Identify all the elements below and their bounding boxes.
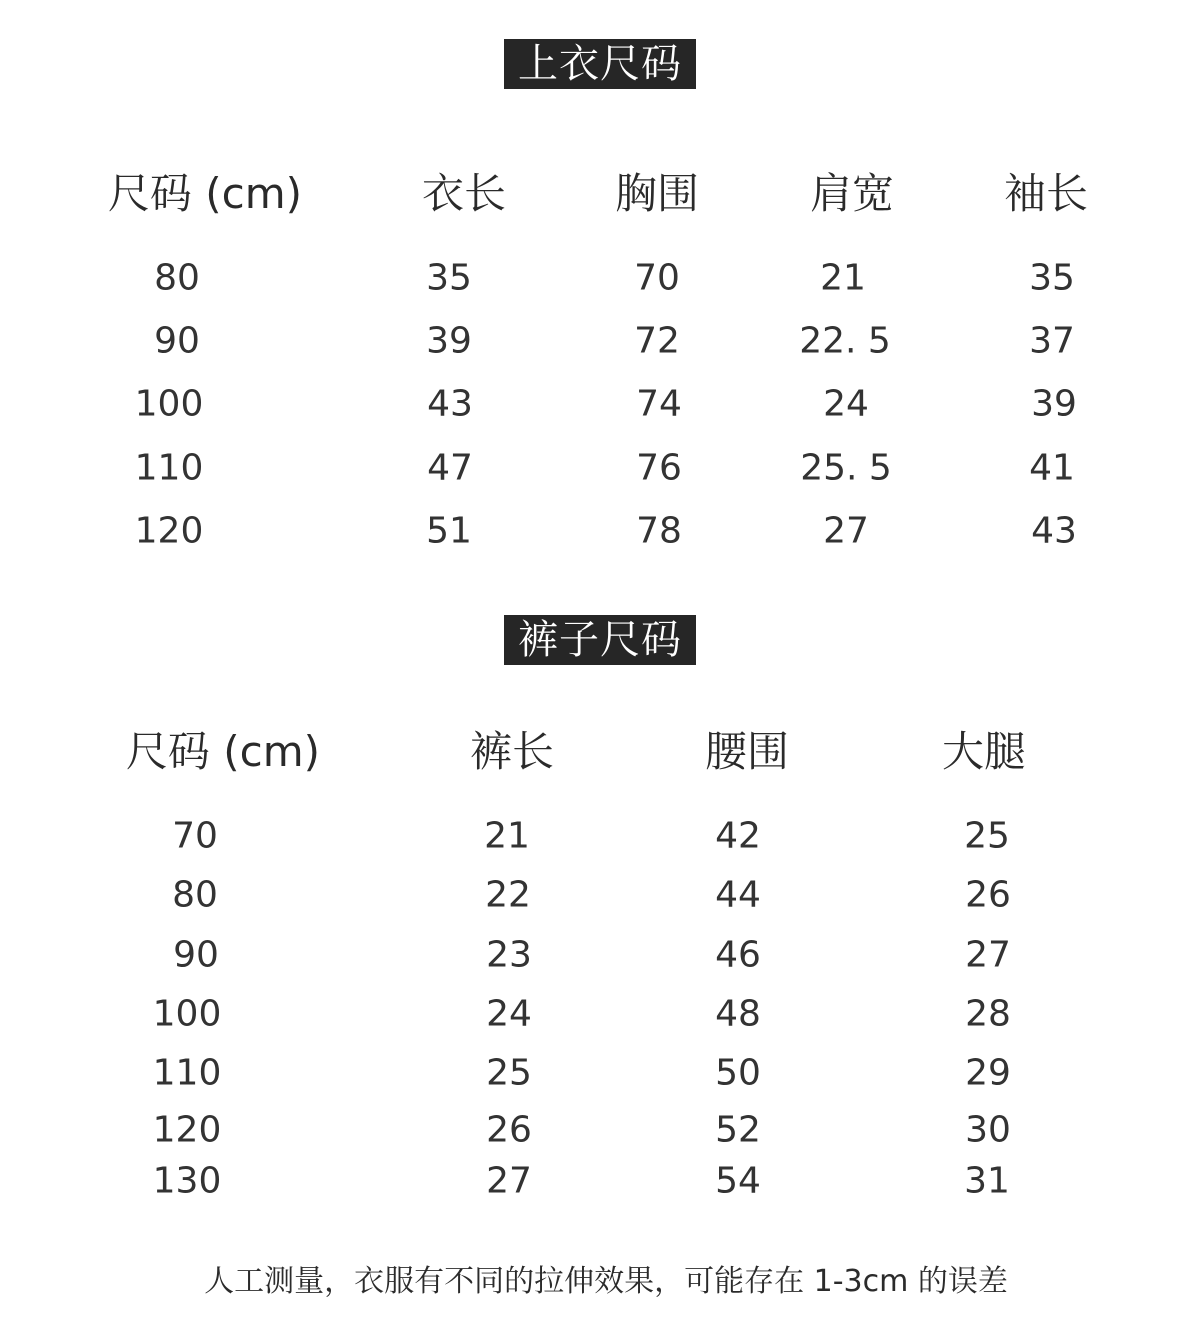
tops-cell: 35 [426, 257, 472, 299]
pants-header-length: 裤长 [469, 727, 555, 776]
pants-header-waist: 腰围 [704, 727, 790, 776]
pants-cell: 24 [486, 993, 532, 1035]
pants-cell: 25 [486, 1052, 532, 1094]
pants-cell: 100 [152, 993, 222, 1035]
tops-header-sleeve: 袖长 [1003, 169, 1089, 218]
tops-cell: 76 [636, 447, 682, 489]
tops-cell: 70 [634, 257, 680, 299]
pants-cell: 52 [715, 1109, 761, 1151]
pants-cell: 80 [172, 874, 218, 916]
pants-cell: 31 [964, 1160, 1010, 1202]
pants-cell: 28 [965, 993, 1011, 1035]
pants-header-thigh: 大腿 [941, 727, 1027, 776]
tops-header-size: 尺码 (cm) [107, 169, 303, 218]
tops-cell: 74 [636, 383, 682, 425]
pants-cell: 120 [152, 1109, 222, 1151]
pants-cell: 23 [486, 934, 532, 976]
pants-cell: 30 [965, 1109, 1011, 1151]
pants-cell: 110 [152, 1052, 222, 1094]
pants-cell: 44 [715, 874, 761, 916]
pants-header-size: 尺码 (cm) [125, 727, 321, 776]
tops-cell: 39 [1031, 383, 1077, 425]
tops-cell: 35 [1029, 257, 1075, 299]
tops-header-shoulder: 肩宽 [809, 169, 895, 218]
pants-cell: 29 [965, 1052, 1011, 1094]
pants-cell: 21 [484, 815, 530, 857]
tops-cell: 72 [634, 320, 680, 362]
pants-cell: 27 [965, 934, 1011, 976]
measurement-footnote: 人工测量，衣服有不同的拉伸效果，可能存在 1-3cm 的误差 [204, 1264, 1008, 1299]
tops-cell: 21 [820, 257, 866, 299]
tops-cell: 120 [134, 510, 204, 552]
pants-cell: 70 [172, 815, 218, 857]
tops-cell: 39 [426, 320, 472, 362]
tops-cell: 43 [1031, 510, 1077, 552]
tops-cell: 47 [427, 447, 473, 489]
tops-cell: 25. 5 [800, 447, 892, 489]
tops-cell: 37 [1029, 320, 1075, 362]
tops-cell: 27 [823, 510, 869, 552]
tops-cell: 51 [426, 510, 472, 552]
pants-cell: 48 [715, 993, 761, 1035]
pants-cell: 54 [715, 1160, 761, 1202]
tops-cell: 100 [134, 383, 204, 425]
tops-cell: 22. 5 [799, 320, 891, 362]
tops-cell: 80 [154, 257, 200, 299]
pants-cell: 42 [715, 815, 761, 857]
tops-size-title: 上衣尺码 [504, 39, 696, 89]
pants-cell: 90 [173, 934, 219, 976]
tops-cell: 90 [154, 320, 200, 362]
pants-cell: 46 [715, 934, 761, 976]
tops-cell: 41 [1029, 447, 1075, 489]
tops-cell: 78 [636, 510, 682, 552]
pants-cell: 26 [965, 874, 1011, 916]
tops-cell: 24 [823, 383, 869, 425]
tops-cell: 110 [134, 447, 204, 489]
pants-cell: 26 [486, 1109, 532, 1151]
pants-cell: 50 [715, 1052, 761, 1094]
pants-size-title: 裤子尺码 [504, 615, 696, 665]
tops-cell: 43 [427, 383, 473, 425]
pants-cell: 130 [152, 1160, 222, 1202]
pants-cell: 27 [486, 1160, 532, 1202]
pants-cell: 22 [485, 874, 531, 916]
tops-header-chest: 胸围 [614, 169, 700, 218]
pants-cell: 25 [964, 815, 1010, 857]
tops-header-length: 衣长 [421, 169, 507, 218]
